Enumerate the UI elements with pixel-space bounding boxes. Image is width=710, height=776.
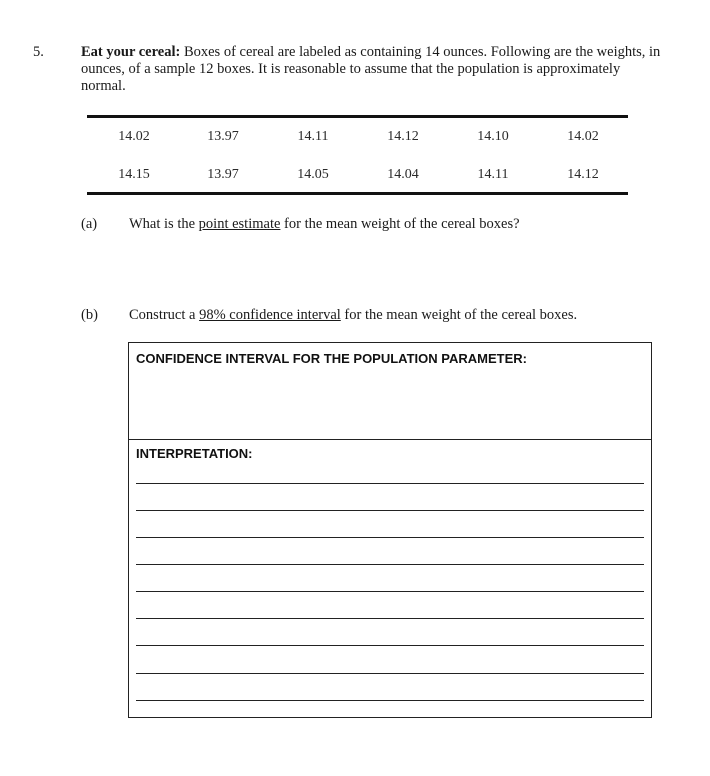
question-number: 5.	[33, 44, 44, 60]
weight-cell: 14.05	[297, 167, 329, 182]
interpretation-line[interactable]	[136, 483, 644, 484]
answer-box	[128, 342, 652, 718]
interpretation-heading: INTERPRETATION:	[136, 446, 253, 461]
question-prompt	[81, 44, 661, 95]
part-b-label: (b)	[81, 307, 98, 323]
weight-cell: 13.97	[207, 167, 239, 182]
part-b-underlined-term: 98% confidence interval	[199, 307, 341, 323]
ci-heading: CONFIDENCE INTERVAL FOR THE POPULATION PARAMETER:	[136, 351, 527, 366]
interpretation-line[interactable]	[136, 618, 644, 619]
weight-cell: 14.10	[477, 129, 509, 144]
part-b-question	[129, 307, 577, 324]
weight-cell: 14.04	[387, 167, 419, 182]
part-a-question	[129, 216, 520, 233]
interpretation-line[interactable]	[136, 645, 644, 646]
part-a-text-after: for the mean weight of the cereal boxes?	[280, 216, 520, 232]
interpretation-line[interactable]	[136, 591, 644, 592]
interpretation-line[interactable]	[136, 700, 644, 701]
ci-answer-area[interactable]	[129, 371, 651, 437]
question-title: Eat your cereal:	[81, 44, 181, 60]
weight-cell: 14.11	[297, 129, 329, 144]
interpretation-line[interactable]	[136, 564, 644, 565]
weight-cell: 14.15	[118, 167, 150, 182]
part-b-text-after: for the mean weight of the cereal boxes.	[340, 307, 578, 323]
weight-cell: 13.97	[207, 129, 239, 144]
interpretation-line[interactable]	[136, 510, 644, 511]
weight-cell: 14.02	[567, 129, 599, 144]
interpretation-line[interactable]	[136, 673, 644, 674]
question-intro: Boxes of cereal are labeled as containing 14 ounces. Following are the weights, in ounces, of a sample 12 boxes. It is reasonable to assume that the population is approximately normal.	[81, 44, 661, 94]
part-b-text-before: Construct a	[129, 307, 200, 323]
weight-cell: 14.12	[567, 167, 599, 182]
box-divider	[129, 439, 651, 440]
part-a-label: (a)	[81, 216, 98, 232]
weight-cell: 14.12	[387, 129, 419, 144]
weights-table	[87, 115, 628, 195]
part-a-text-before: What is the	[129, 216, 199, 232]
weight-cell: 14.11	[477, 167, 509, 182]
part-a-underlined-term: point estimate	[198, 216, 281, 232]
weight-cell: 14.02	[118, 129, 150, 144]
interpretation-line[interactable]	[136, 537, 644, 538]
